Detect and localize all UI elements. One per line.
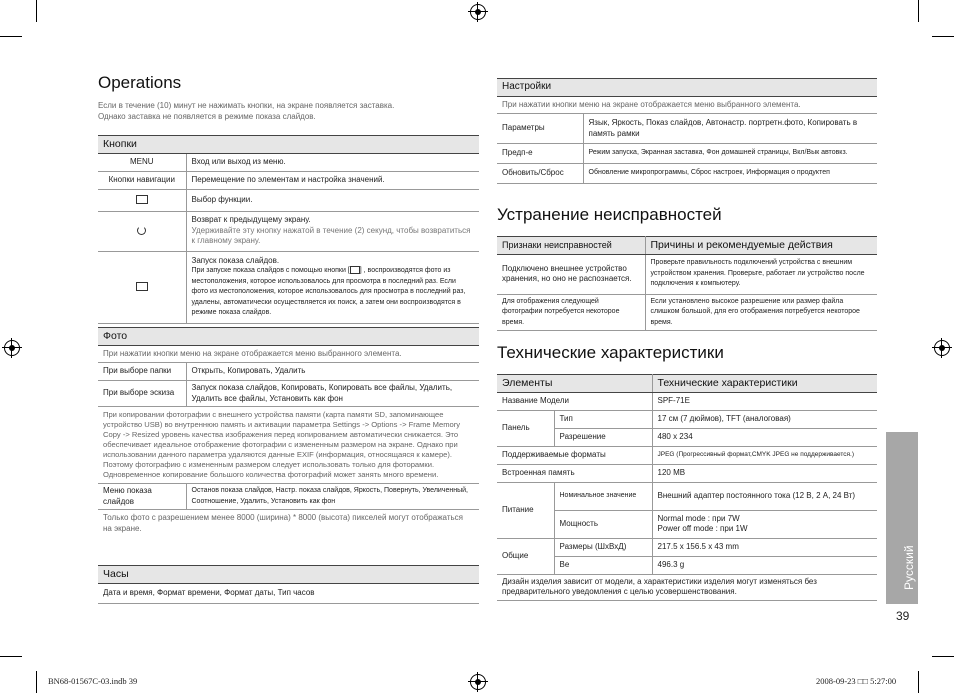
registration-mark-icon (934, 340, 950, 356)
spec-sublabel: Разрешение (554, 428, 652, 446)
slideshow-icon (136, 282, 148, 291)
spec-label: Общие (497, 538, 554, 574)
table-row (497, 446, 877, 464)
table-row (497, 114, 877, 144)
photo-value: Запуск показа слайдов, Копировать, Копировать все файлы, Удалить, Удалить все файлы, Установить как фон (186, 381, 479, 407)
settings-key: Параметры (497, 114, 583, 144)
crop-mark (918, 0, 919, 22)
button-desc: Вход или выход из меню. (186, 153, 479, 171)
settings-table (497, 78, 877, 184)
registration-mark-icon (470, 674, 486, 690)
troubleshooting-title: Устранение неисправностей (497, 205, 722, 224)
spec-value: 496.3 g (652, 556, 877, 574)
table-row (98, 211, 479, 251)
spec-value: 17 см (7 дюймов), TFT (аналоговая) (652, 410, 877, 428)
action: Проверьте правильность подключений устройства с внешним устройством хранения. Проверьте, работает ли устройство после подключения к компьютеру. (645, 254, 877, 294)
items-header: Элементы (497, 375, 652, 393)
crop-mark (36, 671, 37, 693)
crop-mark (932, 36, 954, 37)
table-row (497, 294, 877, 331)
table-row (497, 392, 877, 410)
table-row (98, 251, 479, 323)
symptom: Подключено внешнее устройство хранения, но оно не распознается. (497, 254, 645, 294)
registration-mark-icon (4, 340, 20, 356)
spec-label: Панель (497, 410, 554, 446)
footer-file: BN68-01567C-03.indb 39 (48, 676, 138, 686)
spec-value: Normal mode : при 7W (657, 513, 740, 523)
resolution-note: Только фото с разрешением менее 8000 (ширина) * 8000 (высота) пикселей могут отображаться на экране. (103, 513, 463, 533)
table-row (497, 428, 877, 446)
buttons-header: Кнопки (98, 136, 479, 154)
table-row (98, 153, 479, 171)
footer-timestamp: 2008-09-23 □□ 5:27:00 (816, 676, 897, 686)
operations-intro (98, 100, 478, 122)
enter-icon (136, 195, 148, 204)
crop-mark (0, 656, 22, 657)
settings-value: Обновление микропрограммы, Сброс настроек, Информация о продуктеп (583, 164, 877, 184)
photo-header: Фото (98, 328, 479, 346)
specs-table (497, 374, 877, 601)
operations-title: Operations (98, 73, 182, 92)
crop-mark (0, 36, 22, 37)
table-row (497, 410, 877, 428)
table-row (497, 556, 877, 574)
spec-sublabel: Номинальное значение (554, 482, 652, 510)
specs-title: Технические характеристики (497, 343, 724, 362)
photo-value: Открыть, Копировать, Удалить (186, 363, 479, 381)
intro-line: Однако заставка не появляется в режиме показа слайдов. (98, 112, 316, 121)
table-row (497, 464, 877, 482)
back-icon (137, 226, 146, 235)
spec-value: 217.5 x 156.5 x 43 mm (652, 538, 877, 556)
settings-header: Настройки (497, 79, 877, 97)
page-number: 39 (896, 609, 910, 623)
intro-line: Если в течение (10) минут не нажимать кнопки, на экране появляется заставка. (98, 101, 395, 110)
photo-table (98, 327, 479, 537)
detail-text: При запуске показа слайдов с помощью кнопки [ (191, 267, 350, 274)
table-row (497, 164, 877, 184)
troubleshooting-table (497, 236, 877, 331)
action-header: Причины и рекомендуемые действия (645, 237, 877, 255)
clock-table (98, 565, 479, 604)
spec-label: Встроенная память (497, 464, 652, 482)
settings-value: Язык, Яркость, Показ слайдов, Автонастр. портретн.фото, Копировать в память рамки (583, 114, 877, 144)
buttons-table (98, 135, 479, 324)
spec-value: Power off mode : при 1W (657, 524, 748, 533)
table-row (497, 254, 877, 294)
symptom: Для отображения следующей фотографии потребуется некоторое время. (497, 294, 645, 331)
spec-sublabel: Ве (554, 556, 652, 574)
language-tab (886, 432, 918, 604)
table-row (98, 171, 479, 189)
settings-key: Обновить/Сброс (497, 164, 583, 184)
spec-label: Питание (497, 482, 554, 538)
button-desc: Запуск показа слайдов. (191, 255, 280, 265)
button-note: Удерживайте эту кнопку нажатой в течение (2) секунд, чтобы возвратиться к главному экрану. (191, 225, 471, 246)
photo-key: Меню показа слайдов (98, 484, 186, 510)
spec-sublabel: Размеры (ШxВxД) (554, 538, 652, 556)
spec-value: Внешний адаптер постоянного тока (12 В, 2 А, 24 Вт) (652, 482, 877, 510)
spec-disclaimer: Дизайн изделия зависит от модели, а характеристики изделия могут изменяться без предварительного уведомления с целью усовершенствования. (497, 574, 877, 600)
table-row (98, 484, 479, 510)
button-desc: Перемещение по элементам и настройка значений. (186, 171, 479, 189)
slideshow-icon (350, 266, 360, 274)
spec-value: SPF-71E (652, 392, 877, 410)
settings-key: Предп-е (497, 144, 583, 164)
button-key: MENU (98, 153, 186, 171)
language-tab-label: Русский (902, 545, 916, 590)
photo-key: При выборе папки (98, 363, 186, 381)
button-desc: Выбор функции. (186, 189, 479, 211)
spec-label: Название Модели (497, 392, 652, 410)
registration-mark-icon (470, 4, 486, 20)
spec-label: Поддерживаемые форматы (497, 446, 652, 464)
photo-note: При нажатии кнопки меню на экране отображается меню выбранного элемента. (98, 345, 479, 363)
spec-sublabel: Мощность (554, 510, 652, 538)
spec-value: JPEG (Прогрессивный формат,CMYK JPEG не поддерживается.) (652, 446, 877, 464)
spec-value: 480 x 234 (652, 428, 877, 446)
crop-mark (932, 656, 954, 657)
table-row (98, 189, 479, 211)
crop-mark (36, 0, 37, 22)
photo-key: При выборе эскиза (98, 381, 186, 407)
spec-value: 120 MB (652, 464, 877, 482)
specs-header: Технические характеристики (652, 375, 877, 393)
table-row (98, 381, 479, 407)
clock-header: Часы (98, 566, 479, 584)
action: Если установлено высокое разрешение или размер файла слишком большой, для его отображения потребуется некоторое время. (645, 294, 877, 331)
copy-note: При копировании фотографии с внешнего устройства памяти (карта памяти SD, запоминающее устройство USB) во внутреннюю память и активации параметра Settings -> Options -> Frame Memory Copy -> Resized уровень качества изображения перед копированием автоматически снижается. Это обеспечивает идеальное отображение фотографии с измененным размером на экране. Однако при использовании данного параметра удаляются данные EXIF (информация, относящаяся к камере). Поэтому фотографию с измененным размером следует использовать только для фоторамки. Одновременное копирование большого количества фотографий может занять много времени. (98, 407, 479, 484)
table-row (497, 538, 877, 556)
table-row (497, 510, 877, 538)
photo-value: Останов показа слайдов, Настр. показа слайдов, Яркость, Повернуть, Увеличенный, Соотношение, Удалить, Установить как фон (186, 484, 479, 510)
table-row (98, 363, 479, 381)
settings-note: При нажатии кнопки меню на экране отображается меню выбранного элемента. (497, 96, 877, 114)
table-row (497, 144, 877, 164)
button-desc: Возврат к предыдущему экрану. (191, 215, 311, 225)
settings-value: Режим запуска, Экранная заставка, Фон домашней страницы, Вкл/Вык автовкз. (583, 144, 877, 164)
crop-mark (918, 671, 919, 693)
button-detail (192, 266, 475, 319)
clock-value: Дата и время, Формат времени, Формат даты, Тип часов (98, 583, 479, 603)
spec-sublabel: Тип (554, 410, 652, 428)
table-row (497, 482, 877, 510)
detail-text: ] , воспроизводятся фото из местоположения, которое использовалось для просмотра в последний раз. Если фото из местоположения, которое использовалось для просмотра в последний раз, удалены, автоматически осуществляется их поиск, а затем они воспроизводятся в режиме показа слайдов. (191, 267, 466, 316)
symptom-header: Признаки неисправностей (497, 237, 645, 255)
button-key: Кнопки навигации (98, 171, 186, 189)
